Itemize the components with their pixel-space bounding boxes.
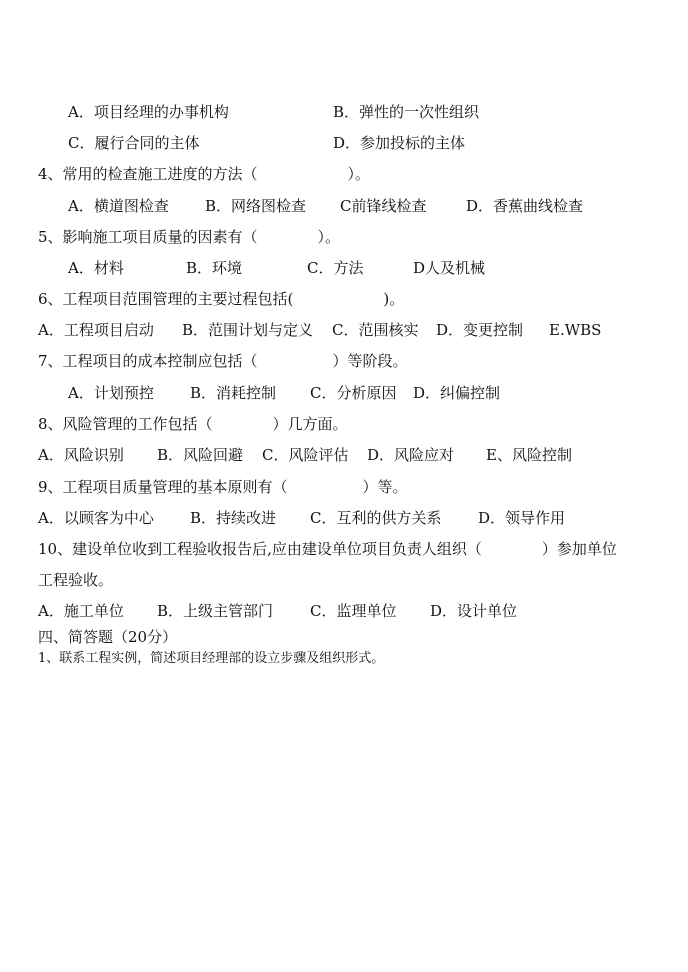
q7-option-d: D．纠偏控制 — [413, 384, 501, 402]
q6-option-e: E.WBS — [549, 321, 602, 339]
q9-stem: 9、工程项目质量管理的基本原则有（ ）等。 — [38, 478, 408, 496]
q8-option-d: D．风险应对 — [367, 446, 455, 464]
q4-option-c: C前锋线检查 — [340, 197, 427, 215]
q9-option-a: A．以顾客为中心 — [38, 509, 154, 527]
q10-option-c: C．监理单位 — [310, 602, 397, 620]
q4-option-b: B．网络图检查 — [205, 197, 307, 215]
q3-option-d: D．参加投标的主体 — [333, 134, 466, 152]
q8-stem: 8、风险管理的工作包括（ ）几方面。 — [38, 415, 348, 433]
q4-stem: 4、常用的检查施工进度的方法（ ）。 — [38, 165, 371, 183]
q9-option-d: D．领导作用 — [478, 509, 566, 527]
q5-option-c: C．方法 — [307, 259, 364, 277]
q5-option-d: D人及机械 — [413, 259, 486, 277]
q9-option-c: C．互利的供方关系 — [310, 509, 442, 527]
q10-option-b: B．上级主管部门 — [157, 602, 274, 620]
q6-option-d: D．变更控制 — [436, 321, 524, 339]
q3-option-a: A．项目经理的办事机构 — [68, 103, 229, 121]
q10-option-a: A．施工单位 — [38, 602, 124, 620]
q8-option-a: A．风险识别 — [38, 446, 124, 464]
q6-option-c: C．范围核实 — [332, 321, 419, 339]
q7-option-a: A．计划预控 — [68, 384, 154, 402]
q6-option-b: B．范围计划与定义 — [182, 321, 314, 339]
section-4-title: 四、简答题（20分） — [38, 628, 178, 646]
q7-option-c: C．分析原因 — [310, 384, 397, 402]
q10-stem-line1: 10、建设单位收到工程验收报告后,应由建设单位项目负责人组织（ ）参加单位 — [38, 540, 617, 558]
q4-option-a: A．横道图检查 — [68, 197, 169, 215]
q9-option-b: B．持续改进 — [190, 509, 277, 527]
q7-stem: 7、工程项目的成本控制应包括（ ）等阶段。 — [38, 352, 408, 370]
q3-option-b: B．弹性的一次性组织 — [333, 103, 480, 121]
q8-option-c: C．风险评估 — [262, 446, 349, 464]
q5-option-a: A．材料 — [68, 259, 124, 277]
q4-option-d: D．香蕉曲线检查 — [466, 197, 584, 215]
q10-option-d: D．设计单位 — [430, 602, 518, 620]
q6-option-a: A．工程项目启动 — [38, 321, 154, 339]
q7-option-b: B．消耗控制 — [190, 384, 277, 402]
q8-option-e: E、风险控制 — [486, 446, 572, 464]
section-4-question-1: 1、联系工程实例，简述项目经理部的设立步骤及组织形式。 — [38, 651, 385, 666]
q8-option-b: B．风险回避 — [157, 446, 244, 464]
q6-stem: 6、工程项目范围管理的主要过程包括( )。 — [38, 290, 405, 308]
q5-option-b: B．环境 — [186, 259, 243, 277]
q10-stem-line2: 工程验收。 — [38, 571, 114, 589]
q3-option-c: C．履行合同的主体 — [68, 134, 200, 152]
q5-stem: 5、影响施工项目质量的因素有（ ）。 — [38, 228, 341, 246]
